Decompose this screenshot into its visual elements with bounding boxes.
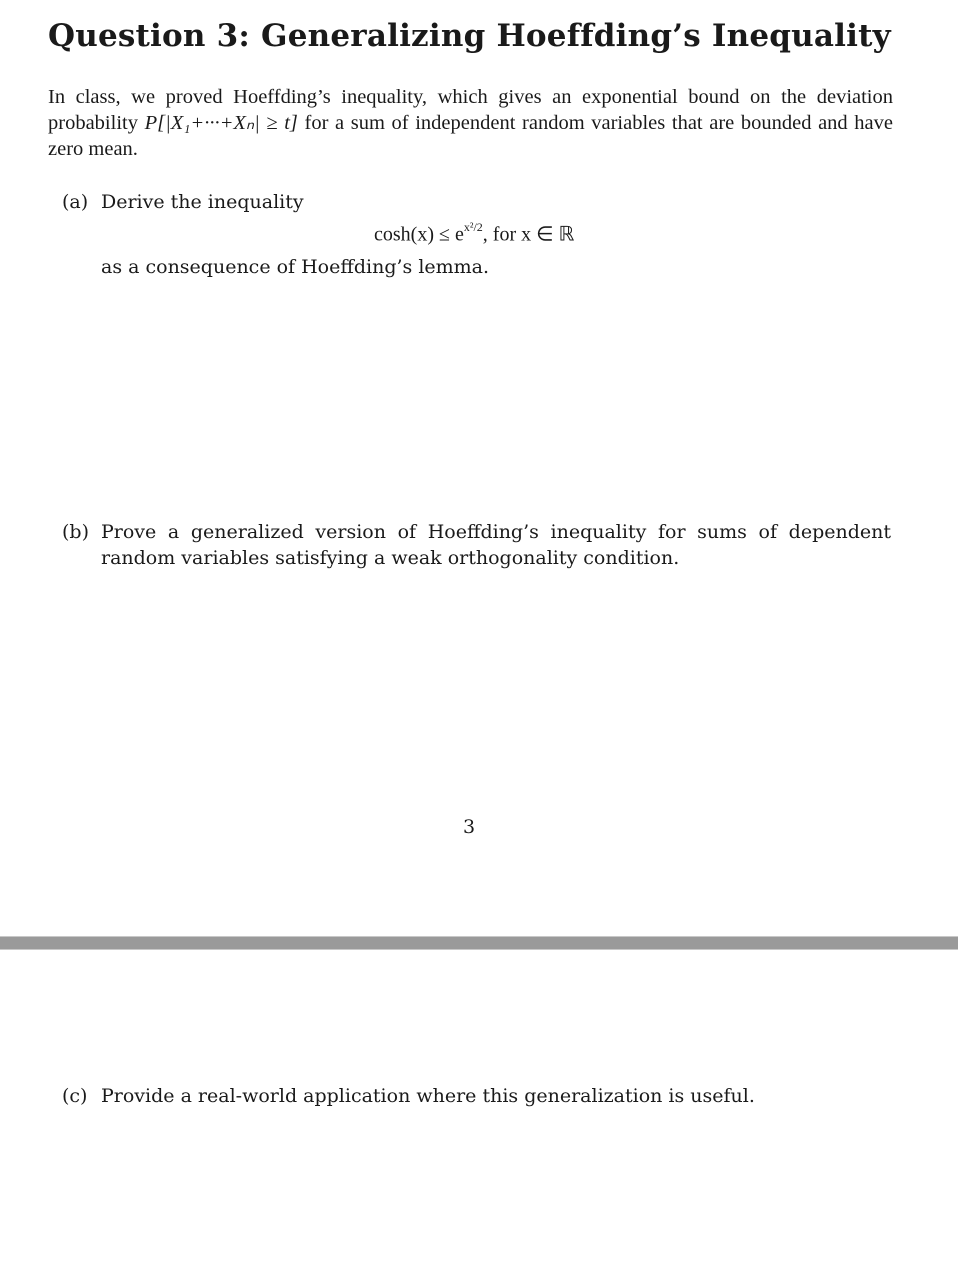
intro-paragraph bbox=[48, 84, 893, 162]
part-a-lead: Derive the inequality bbox=[101, 191, 304, 213]
intro-text-after: for a sum of independent random variables that are bounded and have zero mean. bbox=[48, 112, 893, 160]
question-title: Question 3: Generalizing Hoeffding’s Inequality bbox=[48, 18, 891, 54]
part-a-tail: as a consequence of Hoeffding’s lemma. bbox=[101, 256, 490, 278]
part-b-label: (b) bbox=[62, 521, 89, 543]
page-number: 3 bbox=[463, 816, 476, 838]
part-b-text: Prove a generalized version of Hoeffding’s inequality for sums of dependent random variables satisfying a weak orthogonality condition. bbox=[101, 521, 891, 569]
part-c-text: Provide a real-world application where this generalization is useful. bbox=[101, 1085, 755, 1107]
part-a-label: (a) bbox=[62, 191, 89, 213]
equation-exponent: x²/2 bbox=[463, 220, 483, 234]
equation-rhs: , for x ∈ ℝ bbox=[482, 223, 575, 246]
cosh-inequality-equation bbox=[374, 216, 574, 248]
page-divider bbox=[0, 936, 958, 950]
part-c-label: (c) bbox=[62, 1085, 88, 1107]
intro-text-before: In class, we proved Hoeffding’s inequality, which gives an exponential bound on the deviation probability bbox=[48, 86, 893, 134]
equation-lhs: cosh(x) ≤ e bbox=[374, 223, 464, 246]
deviation-probability-formula: P[|X₁+···+Xₙ| ≥ t] bbox=[144, 112, 298, 134]
